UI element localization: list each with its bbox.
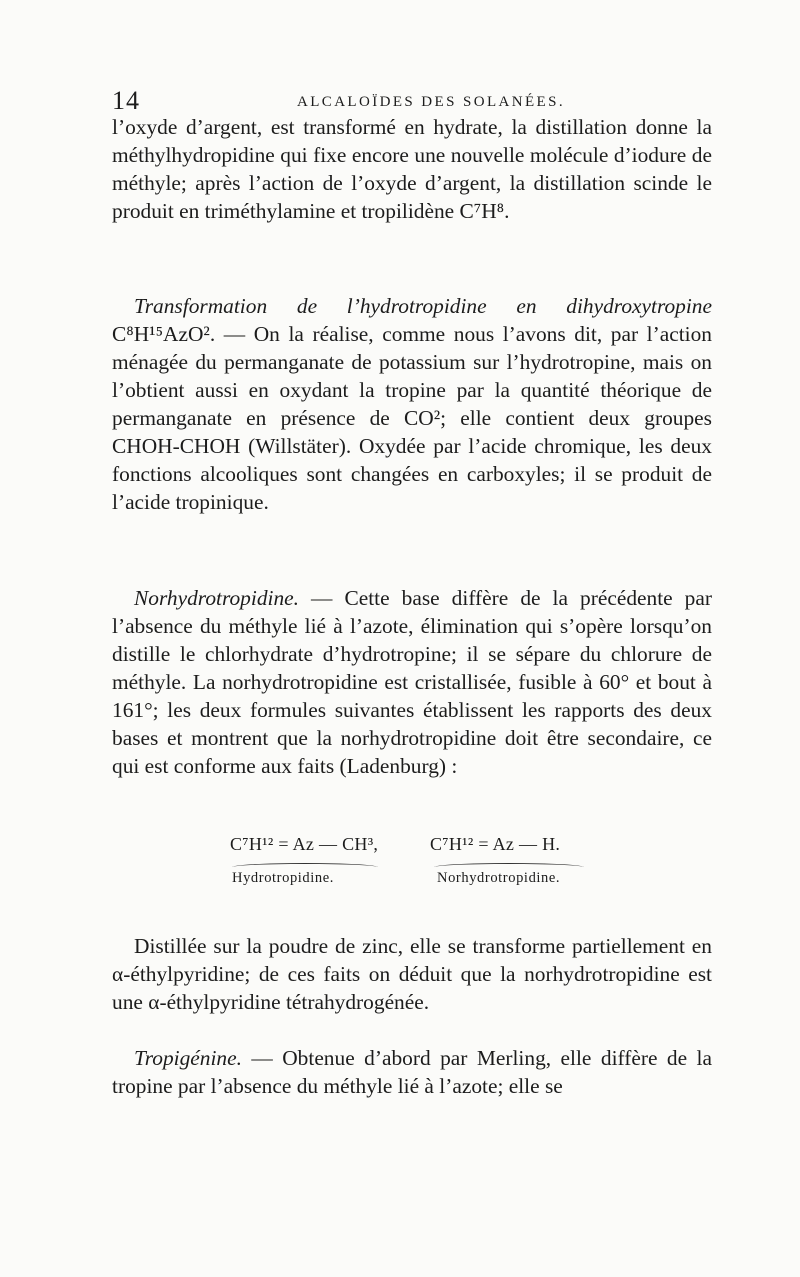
paragraph-dihydroxytropine (112, 292, 712, 516)
formula-hydrotropidine: C⁷H¹² = Az — CH³, (230, 834, 379, 854)
paragraph-tropigenine (112, 1044, 712, 1100)
paragraph-lead: Tropigénine. (134, 1046, 242, 1070)
page-header (112, 86, 712, 116)
paragraph-zinc-distillation (112, 932, 712, 1016)
paragraph-lead: Norhydrotropidine. (134, 586, 299, 610)
paragraph-text: — Cette base diffère de la précédente par l’absence du méthyle lié à l’azote, élimination qui s’opère lorsqu’on distille le chlorhydrate d’hydrotropine; il se sépare du chlorure de méthyle. La norhydrotropidine est cristallisée, fusible à 60° et bout à 161°; les deux formules suivantes établissent les rapports des deux bases et montrent que la norhydrotropidine doit être secondaire, ce qui est conforme aux faits (Ladenburg) : (112, 586, 712, 778)
underbrace (232, 863, 378, 868)
paragraph-text: C⁸H¹⁵AzO². — On la réalise, comme nous l’avons dit, par l’action ménagée du permanganate de potassium sur l’hydrotropine, mais on l’obtient aussi en oxydant la tropine par la quantité théorique de permanganate en présence de CO²; elle contient deux groupes CHOH-CHOH (Willstäter). Oxydée par l’acide chromique, les deux fonctions alcooliques sont changées en carboxyles; il se produit de l’acide tropinique. (112, 322, 712, 514)
paragraph-text: l’oxyde d’argent, est transformé en hydrate, la distillation donne la méthylhydropidine qui fixe encore une nouvelle molécule d’iodure de méthyle; après l’action de l’oxyde d’argent, la distillation scinde le produit en triméthylamine et tropilidène C⁷H⁸. (112, 115, 712, 223)
page-number: 14 (112, 86, 140, 115)
running-title: ALCALOÏDES DES SOLANÉES. (297, 94, 566, 110)
formula-norhydrotropidine: C⁷H¹² = Az — H. (430, 834, 561, 854)
underbrace (434, 863, 584, 868)
paragraph-methylhydropidine (112, 113, 712, 225)
formula-label-norhydrotropidine: Norhydrotropidine. (437, 870, 561, 886)
formula-label-hydrotropidine: Hydrotropidine. (232, 870, 335, 886)
formula-block (112, 834, 712, 894)
paragraph-norhydrotropidine (112, 584, 712, 780)
paragraph-lead: Transformation de l’hydrotropidine en dihydroxytropine (134, 294, 712, 318)
paragraph-text: Distillée sur la poudre de zinc, elle se transforme partiellement en α-éthylpyridine; de ces faits on déduit que la norhydrotropidine est une α-éthylpyridine tétrahydrogénée. (112, 934, 712, 1014)
paragraph-text: — Obtenue d’abord par Merling, elle diffère de la tropine par l’absence du méthyle lié à l’azote; elle se (112, 1046, 712, 1098)
